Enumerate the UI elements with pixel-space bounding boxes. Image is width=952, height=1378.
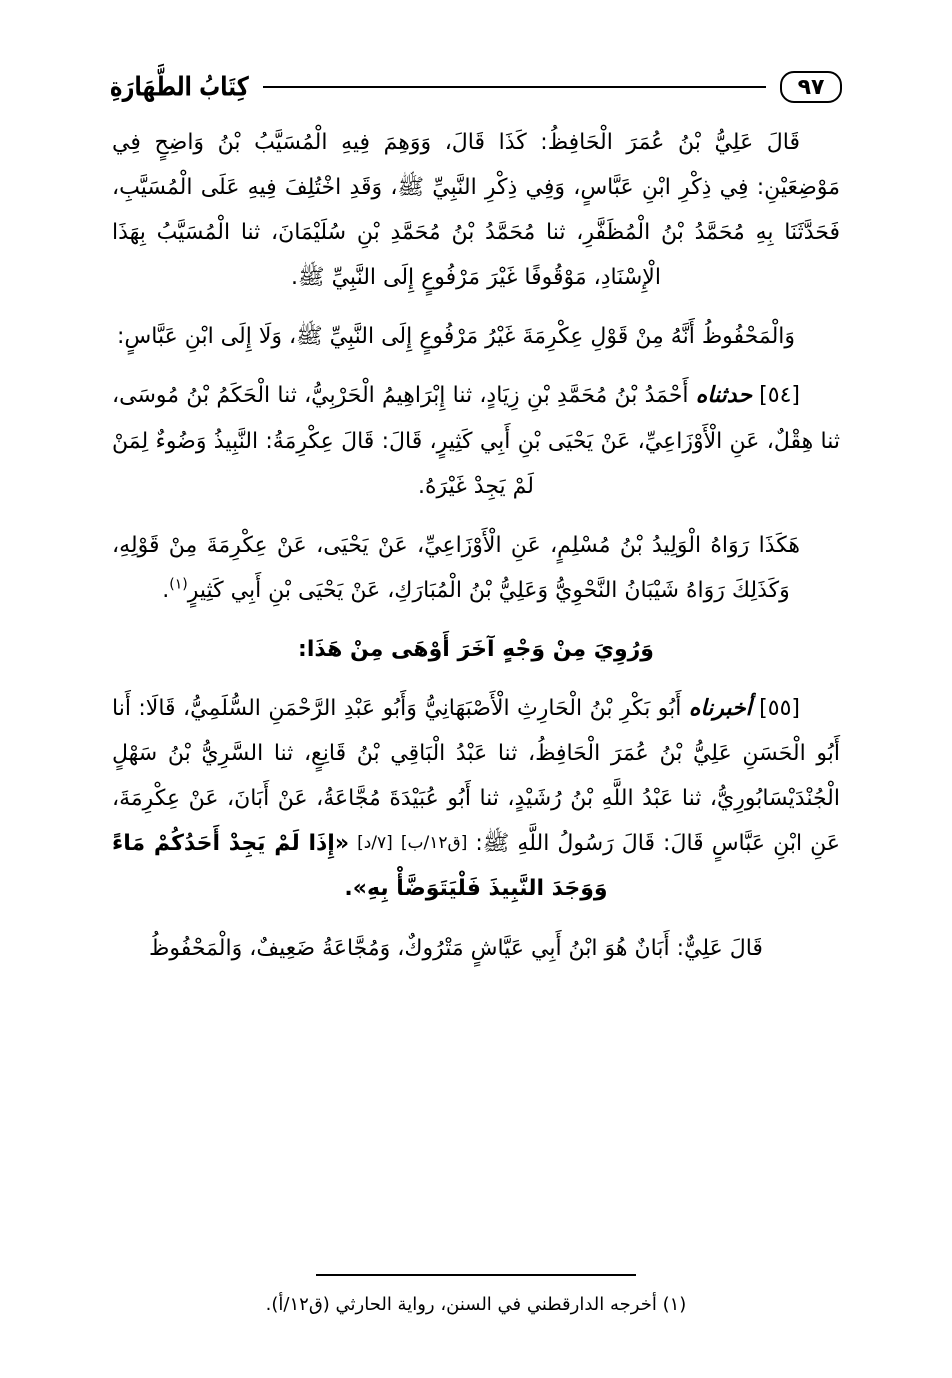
book-title: كِتَابُ الطَّهَارَةِ [110,71,249,102]
paragraph-2: وَالْمَحْفُوظُ أَنَّهُ مِنْ قَوْلِ عِكْرِمَةَ غَيْرُ مَرْفُوعٍ إِلَى النَّبِيِّ ﷺ، وَلَا إِلَى ابْنِ عَبَّاسٍ: [116,324,796,350]
hadith-55 [112,686,840,911]
manuscript-ref-7d: [٧/د] [357,833,393,854]
footnote-marker-inline: (١) [169,576,188,593]
footnote-marker: (١) [662,1293,687,1315]
footnote-divider [316,1274,636,1276]
hadith-number-54: [٥٤] [759,383,800,409]
footnote-text: أخرجه الدارقطني في السنن، رواية الحارثي (ق١٢/أ). [265,1293,657,1315]
hadith-55-quote: «إِذَا لَمْ يَجِدْ أَحَدُكُمْ مَاءً وَوَجَدَ النَّبِيذَ فَلْيَتَوَضَّأْ بِهِ». [112,831,608,902]
footnote-1 [112,1288,840,1322]
paragraph-4 [112,523,840,613]
narration-term-54: حدثناه [695,383,752,409]
page-body [112,120,840,1218]
footnote-area [112,1274,840,1322]
page-header [110,64,842,110]
transition-line: وَرُوِيَ مِنْ وَجْهٍ آخَرَ أَوْهَى مِنْ هَذَا: [298,636,654,662]
page-number: ٩٧ [780,71,842,103]
paragraph-4-text: هَكَذَا رَوَاهُ الْوَلِيدُ بْنُ مُسْلِمٍ، عَنِ الْأَوْزَاعِيِّ، عَنْ يَحْيَى، عَنْ عِكْرِمَةَ مِنْ قَوْلِهِ، وَكَذَلِكَ رَوَاهُ شَيْبَانُ النَّحْوِيُّ وَعَلِيُّ بْنُ الْمُبَارَكِ، عَنْ يَحْيَى بْنِ أَبِي كَثِيرٍ [112,532,800,603]
paragraph-4-tail: . [162,577,170,603]
hadith-54 [112,373,840,508]
hadith-54-text: أَحْمَدُ بْنُ مُحَمَّدِ بْنِ زِيَادٍ، ثنا إِبْرَاهِيمُ الْحَرْبِيُّ، ثنا الْحَكَمُ بْنُ مُوسَى، ثنا هِقْلٌ، عَنِ الْأَوْزَاعِيِّ، عَنْ يَحْيَى بْنِ أَبِي كَثِيرٍ، قَالَ: قَالَ عِكْرِمَةُ: النَّبِيذُ وَضُوءٌ لِمَنْ لَمْ يَجِدْ غَيْرَهُ. [112,383,840,499]
paragraph-7: قَالَ عَلِيٌّ: أَبَانٌ هُوَ ابْنُ أَبِي عَيَّاشٍ مَتْرُوكٌ، وَمُجَّاعَةُ ضَعِيفٌ، وَالْمَحْفُوظُ [149,935,763,961]
manuscript-ref-q12b: [ق١٢/ب] [400,833,468,854]
narration-term-55: أخبرناه [688,696,752,722]
hadith-55-text: أَبُو بَكْرِ بْنُ الْحَارِثِ الْأَصْبَهَانِيُّ وَأَبُو عَبْدِ الرَّحْمَنِ السُّلَمِيُّ، قَالَا: أَنا أَبُو الْحَسَنِ عَلِيُّ بْنُ عُمَرَ الْحَافِظُ، ثنا عَبْدُ الْبَاقِي بْنُ قَانِعٍ، ثنا السَّرِيُّ بْنُ سَهْلٍ الْجُنْدَيْسَابُورِيُّ، ثنا عَبْدُ اللَّهِ بْنُ رُشَيْدٍ، ثنا أَبُو عُبَيْدَةَ مُجَّاعَةُ، عَنْ أَبَانَ، عَنْ عِكْرِمَةَ، عَنِ ابْنِ عَبَّاسٍ قَالَ: قَالَ رَسُولُ اللَّهِ ﷺ: [112,696,840,857]
hadith-number-55: [٥٥] [759,696,800,722]
header-divider [263,86,766,88]
paragraph-1: قَالَ عَلِيُّ بْنُ عُمَرَ الْحَافِظُ: كَذَا قَالَ، وَوَهِمَ فِيهِ الْمُسَيَّبُ بْنُ وَاضِحٍ فِي مَوْضِعَيْنِ: فِي ذِكْرِ ابْنِ عَبَّاسٍ، وَفِي ذِكْرِ النَّبِيِّ ﷺ، وَقَدِ اخْتُلِفَ فِيهِ عَلَى الْمُسَيَّبِ، فَحَدَّثَنَا بِهِ مُحَمَّدُ بْنُ الْمُظَفَّرِ، ثنا مُحَمَّدُ بْنُ مُحَمَّدِ بْنِ سُلَيْمَانَ، ثنا الْمُسَيَّبُ بِهَذَا الْإِسْنَادِ، مَوْقُوفًا غَيْرَ مَرْفُوعٍ إِلَى النَّبِيِّ ﷺ. [112,130,840,291]
